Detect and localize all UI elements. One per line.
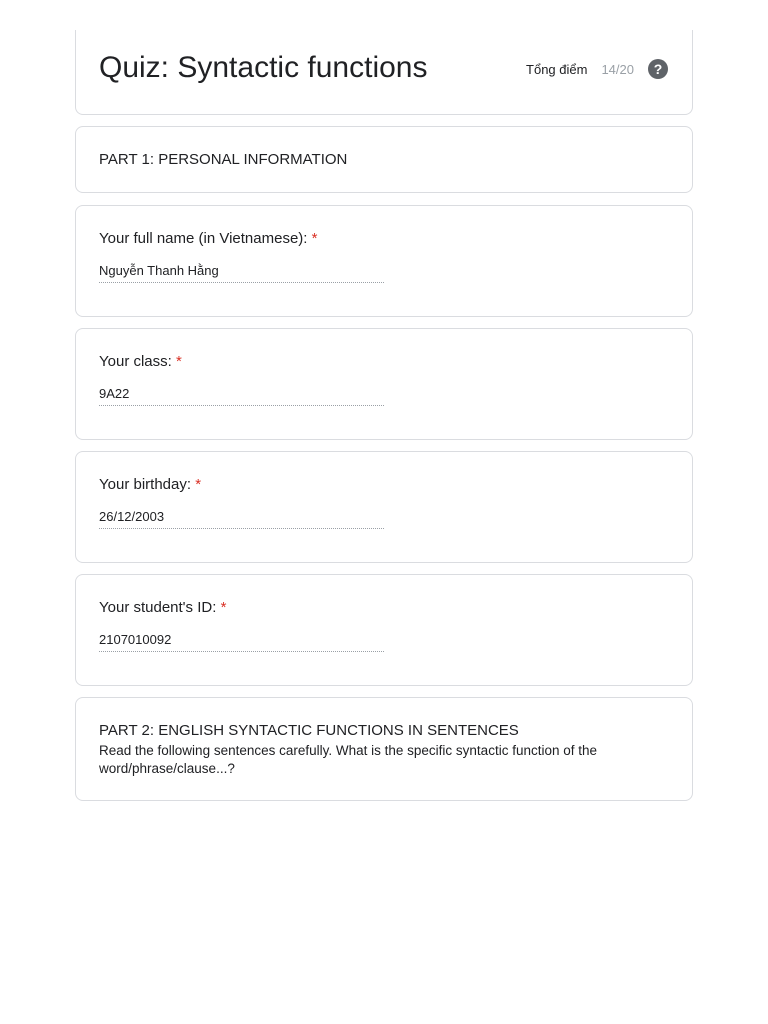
question-class-label — [99, 353, 182, 370]
help-circle-icon[interactable]: ? — [648, 59, 668, 79]
student-id-answer: 2107010092 — [99, 633, 384, 652]
score-value: 14/20 — [601, 61, 634, 77]
question-label-text: Your birthday: — [99, 476, 192, 493]
question-birthday-label — [99, 476, 201, 493]
question-birthday-card — [75, 451, 693, 563]
required-asterisk: * — [176, 353, 182, 370]
question-label-text: Your full name (in Vietnamese): — [99, 230, 308, 247]
section-part1-card — [75, 126, 693, 193]
question-class-card — [75, 328, 693, 440]
question-full-name-label — [99, 230, 317, 247]
question-student-id-card — [75, 574, 693, 686]
score-label: Tổng điểm — [526, 61, 588, 77]
question-full-name-card — [75, 205, 693, 317]
quiz-title: Quiz: Syntactic functions — [99, 51, 428, 84]
question-student-id-label — [99, 599, 226, 616]
required-asterisk: * — [195, 476, 202, 493]
question-label-text: Your class: — [99, 353, 172, 370]
section-part2-card — [75, 697, 693, 801]
question-label-text: Your student's ID: — [99, 599, 217, 616]
full-name-answer: Nguyễn Thanh Hằng — [99, 264, 384, 283]
section-part2-title: PART 2: ENGLISH SYNTACTIC FUNCTIONS IN SENTENCES — [99, 722, 519, 739]
total-score — [526, 58, 668, 80]
class-answer: 9A22 — [99, 387, 384, 406]
required-asterisk: * — [311, 230, 318, 247]
birthday-answer: 26/12/2003 — [99, 510, 384, 529]
section-part1-title: PART 1: PERSONAL INFORMATION — [99, 151, 348, 168]
required-asterisk: * — [220, 599, 227, 616]
section-part2-description: Read the following sentences carefully. What is the specific syntactic function of the word/phrase/clause...? — [99, 743, 598, 776]
quiz-header-card — [75, 30, 693, 115]
